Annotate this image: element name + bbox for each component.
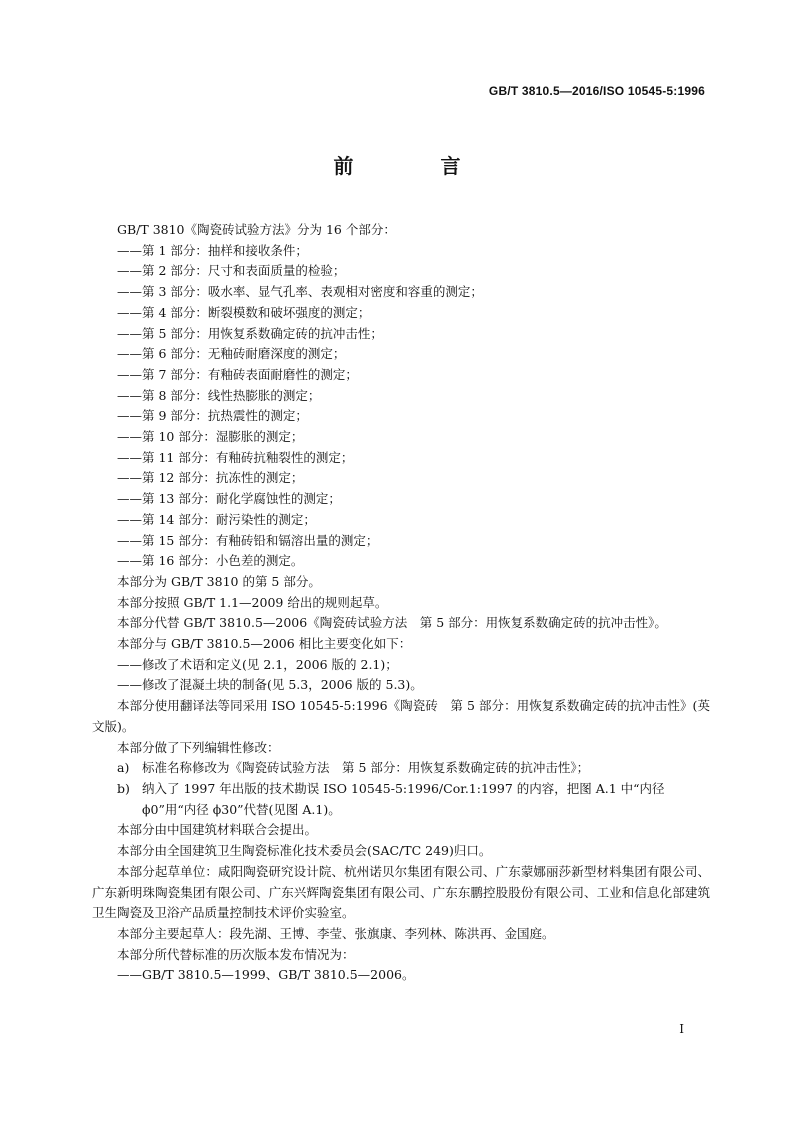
- standard-code-header: GB/T 3810.5—2016/ISO 10545-5:1996: [488, 84, 705, 98]
- paragraph-edits-intro: 本部分做了下列编辑性修改：: [117, 739, 280, 755]
- edit-item-marker: a): [117, 760, 130, 776]
- paragraph-series-intro: GB/T 3810《陶瓷砖试验方法》分为 16 个部分：: [117, 222, 396, 237]
- list-item-part-12: ——第 12 部分：抗冻性的测定；: [117, 470, 304, 486]
- list-item-part-14: ——第 14 部分：耐污染性的测定；: [117, 511, 316, 527]
- list-item-part-5: ——第 5 部分：用恢复系数确定砖的抗冲击性；: [117, 325, 383, 341]
- edit-item-text: 标准名称修改为《陶瓷砖试验方法 第 5 部分：用恢复系数确定砖的抗冲击性》；: [142, 760, 590, 776]
- page-title: 前 言: [333, 154, 501, 178]
- paragraph-committee: 本部分由全国建筑卫生陶瓷标准化技术委员会(SAC/TC 249)归口。: [117, 843, 492, 859]
- list-item-part-6: ——第 6 部分：无釉砖耐磨深度的测定；: [117, 346, 346, 362]
- page-number: I: [679, 1022, 684, 1036]
- paragraph-history-intro: 本部分所代替标准的历次版本发布情况为：: [117, 946, 355, 962]
- paragraph-drafting-rules: 本部分按照 GB/T 1.1—2009 给出的规则起草。: [117, 594, 388, 610]
- list-item-part-7: ——第 7 部分：有釉砖表面耐磨性的测定；: [117, 366, 358, 382]
- list-item-change-2: ——修改了混凝土块的制备(见 5.3，2006 版的 5.3)。: [117, 677, 423, 693]
- list-item-part-15: ——第 15 部分：有釉砖铅和镉溶出量的测定；: [117, 532, 379, 548]
- edit-item-text: 纳入了 1997 年出版的技术勘误 ISO 10545-5:1996/Cor.1:1997 的内容，把图 A.1 中“内径 ϕ0”用“内径 ϕ30”代替(见图 A.1)。: [142, 780, 665, 817]
- paragraph-drafters: 本部分主要起草人：段先湖、王博、李莹、张旗康、李列林、陈洪再、金国庭。: [117, 925, 555, 941]
- list-item-part-2: ——第 2 部分：尺寸和表面质量的检验；: [117, 263, 346, 279]
- list-item-part-9: ——第 9 部分：抗热震性的测定；: [117, 408, 308, 424]
- list-item-part-3: ——第 3 部分：吸水率、显气孔率、表观相对密度和容重的测定；: [117, 284, 483, 300]
- edit-item-a: [92, 758, 710, 779]
- list-item-part-16: ——第 16 部分：小色差的测定。: [117, 553, 304, 569]
- paragraph-changes-intro: 本部分与 GB/T 3810.5—2006 相比主要变化如下：: [117, 636, 412, 652]
- list-item-part-1: ——第 1 部分：抽样和接收条件；: [117, 242, 308, 258]
- paragraph-part-number: 本部分为 GB/T 3810 的第 5 部分。: [117, 573, 321, 589]
- paragraph-replaces: 本部分代替 GB/T 3810.5—2006《陶瓷砖试验方法 第 5 部分：用恢复系数确定砖的抗冲击性》。: [117, 615, 667, 631]
- list-item-history: ——GB/T 3810.5—1999、GB/T 3810.5—2006。: [117, 967, 415, 983]
- list-item-part-13: ——第 13 部分：耐化学腐蚀性的测定；: [117, 491, 341, 507]
- paragraph-translation-method: 本部分使用翻译法等同采用 ISO 10545-5:1996《陶瓷砖 第 5 部分：用恢复系数确定砖的抗冲击性》(英文版)。: [92, 698, 710, 734]
- list-item-change-1: ——修改了术语和定义(见 2.1，2006 版的 2.1)；: [117, 656, 398, 672]
- list-item-part-11: ——第 11 部分：有釉砖抗釉裂性的测定；: [117, 449, 354, 465]
- list-item-part-4: ——第 4 部分：断裂模数和破坏强度的测定；: [117, 304, 371, 320]
- paragraph-proposed-by: 本部分由中国建筑材料联合会提出。: [117, 822, 318, 838]
- paragraph-drafting-units: 本部分起草单位：咸阳陶瓷研究设计院、杭州诺贝尔集团有限公司、广东蒙娜丽莎新型材料集团有限公司、广东新明珠陶瓷集团有限公司、广东兴辉陶瓷集团有限公司、广东东鹏控股股份有限公司、工业和信息化部建筑卫生陶瓷及卫浴产品质量控制技术评价实验室。: [92, 863, 710, 921]
- edit-item-marker: b): [117, 780, 130, 796]
- edit-item-b: [92, 779, 710, 820]
- foreword-body: [92, 220, 710, 986]
- list-item-part-10: ——第 10 部分：湿膨胀的测定；: [117, 429, 304, 445]
- list-item-part-8: ——第 8 部分：线性热膨胀的测定；: [117, 387, 321, 403]
